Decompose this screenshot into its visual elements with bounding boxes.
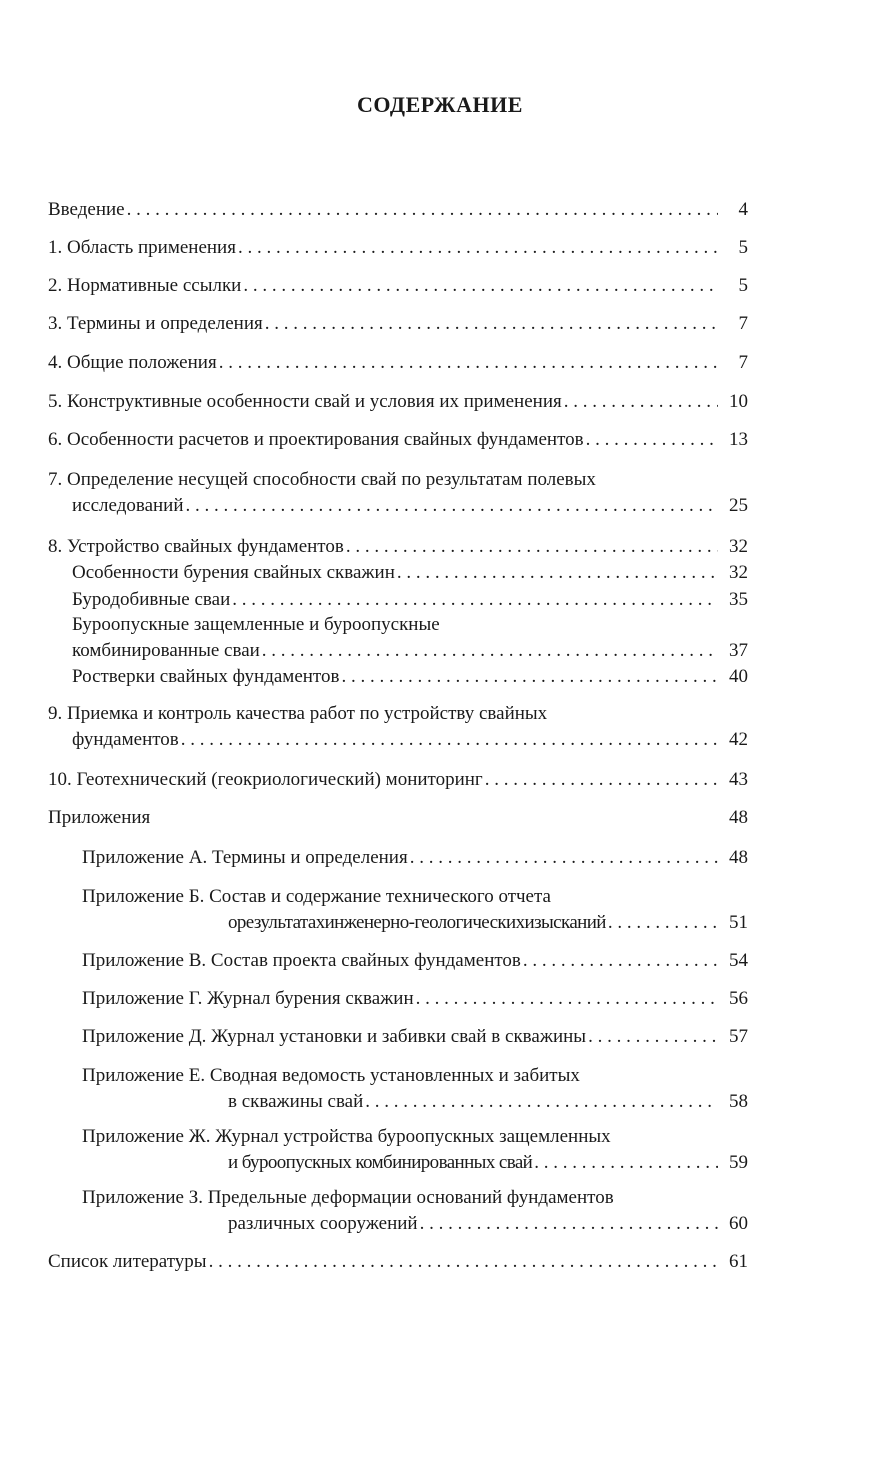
page-number: 42 (729, 729, 748, 750)
dot-leader (397, 560, 718, 586)
page-number: 7 (738, 352, 748, 373)
dot-leader (485, 767, 718, 793)
toc-appendix (82, 1185, 748, 1237)
dot-leader (243, 273, 718, 299)
toc-subentry (48, 664, 748, 690)
dot-leader (365, 1089, 718, 1115)
entry-title: Особенности бурения свайных скважин (72, 562, 395, 583)
entry-title: Приложение Е. Сводная ведомость установленных и забитых (82, 1065, 580, 1086)
entry-title-cont: исследований (72, 495, 184, 516)
entry-title: Приложение Д. Журнал установки и забивки свай в скважины (82, 1026, 587, 1047)
toc-entry (48, 767, 748, 793)
toc-entry (48, 467, 748, 519)
entry-title: Приложение Б. Состав и содержание технического отчета (82, 886, 551, 907)
page-number: 60 (729, 1213, 748, 1234)
dot-leader (219, 350, 718, 376)
page-number: 48 (729, 847, 748, 868)
toc-entry (48, 534, 748, 560)
page-number: 48 (729, 807, 748, 828)
page-number: 4 (738, 199, 748, 220)
toc-appendix (82, 948, 748, 974)
entry-title: Приложение А. Термины и определения (82, 847, 408, 868)
page-number: 57 (729, 1026, 748, 1047)
entry-title: 7. Определение несущей способности свай по результатам полевых (48, 469, 596, 490)
page-number: 56 (729, 988, 748, 1009)
page-number: 54 (729, 950, 748, 971)
entry-title: 6. Особенности расчетов и проектирования свайных фундаментов (48, 429, 584, 450)
dot-leader (588, 1024, 718, 1050)
entry-title-cont: фундаментов (72, 729, 179, 750)
entry-title-cont: и буроопускных комбинированных свай (228, 1152, 533, 1173)
entry-title: 5. Конструктивные особенности свай и условия их применения (48, 391, 562, 412)
dot-leader (410, 845, 718, 871)
entry-title: Буродобивные сваи (72, 589, 231, 610)
toc-entry (48, 311, 748, 337)
toc-appendix (82, 986, 748, 1012)
page-number: 5 (738, 237, 748, 258)
entry-title: 3. Термины и определения (48, 313, 263, 334)
page-number: 32 (729, 562, 748, 583)
page-title: СОДЕРЖАНИЕ (357, 92, 523, 117)
toc-subentry (48, 587, 748, 613)
toc-entry (48, 389, 748, 415)
toc-appendix (82, 884, 748, 936)
page-number: 35 (729, 589, 748, 610)
toc-entry (48, 350, 748, 376)
entry-title: 9. Приемка и контроль качества работ по устройству свайных (48, 703, 548, 724)
entry-title: Список литературы (48, 1251, 207, 1272)
dot-leader (181, 727, 718, 753)
toc-entry (48, 701, 748, 753)
toc-appendix (82, 1124, 748, 1176)
dot-leader (523, 948, 718, 974)
dot-leader (232, 587, 718, 613)
entry-title: Приложение З. Предельные деформации оснований фундаментов (82, 1187, 614, 1208)
entry-title: Буроопускные защемленные и буроопускные (72, 614, 440, 635)
toc-subentry (48, 560, 748, 586)
toc-subentry (48, 612, 748, 664)
entry-title: 4. Общие положения (48, 352, 217, 373)
page-number: 51 (729, 912, 748, 933)
dot-leader (341, 664, 718, 690)
page-number: 61 (729, 1251, 748, 1272)
entry-title: Введение (48, 199, 125, 220)
entry-title: Приложения (48, 807, 151, 828)
entry-title: 10. Геотехнический (геокриологический) мониторинг (48, 769, 483, 790)
page-number: 59 (729, 1152, 748, 1173)
toc-entry (48, 197, 748, 223)
toc-entry (48, 805, 748, 831)
page-number: 25 (729, 495, 748, 516)
entry-title: 8. Устройство свайных фундаментов (48, 536, 344, 557)
page-number: 32 (729, 536, 748, 557)
entry-title: 2. Нормативные ссылки (48, 275, 242, 296)
entry-title-cont: в скважины свай (228, 1091, 364, 1112)
dot-leader (534, 1150, 718, 1176)
dot-leader (420, 1211, 718, 1237)
page-number: 43 (729, 769, 748, 790)
toc-entry (48, 273, 748, 299)
page-number: 58 (729, 1091, 748, 1112)
entry-title: 1. Область применения (48, 237, 236, 258)
dot-leader (127, 197, 718, 223)
dot-leader (265, 311, 718, 337)
entry-title: Ростверки свайных фундаментов (72, 666, 340, 687)
page-number: 7 (738, 313, 748, 334)
entry-title: Приложение Ж. Журнал устройства буроопускных защемленных (82, 1126, 611, 1147)
page-number: 37 (729, 640, 748, 661)
dot-leader (238, 235, 718, 261)
dot-leader (186, 493, 718, 519)
dot-leader (346, 534, 718, 560)
dot-leader (209, 1249, 718, 1275)
toc-appendix (82, 1063, 748, 1115)
entry-title-cont: различных сооружений (228, 1213, 418, 1234)
dot-leader (262, 638, 718, 664)
page-number: 10 (729, 391, 748, 412)
toc-entry (48, 1249, 748, 1275)
dot-leader (608, 910, 718, 936)
dot-leader (416, 986, 718, 1012)
page-number: 40 (729, 666, 748, 687)
page-number: 5 (738, 275, 748, 296)
entry-title-cont: орезультатахинженерно-геологическихизысканий (228, 912, 606, 933)
toc-appendix (82, 845, 748, 871)
entry-title-cont: комбинированные сваи (72, 640, 260, 661)
toc-entry (48, 235, 748, 261)
dot-leader (586, 427, 718, 453)
page-number: 13 (729, 429, 748, 450)
dot-leader (564, 389, 718, 415)
toc-entry (48, 427, 748, 453)
toc-appendix (82, 1024, 748, 1050)
entry-title: Приложение В. Состав проекта свайных фундаментов (82, 950, 521, 971)
entry-title: Приложение Г. Журнал бурения скважин (82, 988, 414, 1009)
